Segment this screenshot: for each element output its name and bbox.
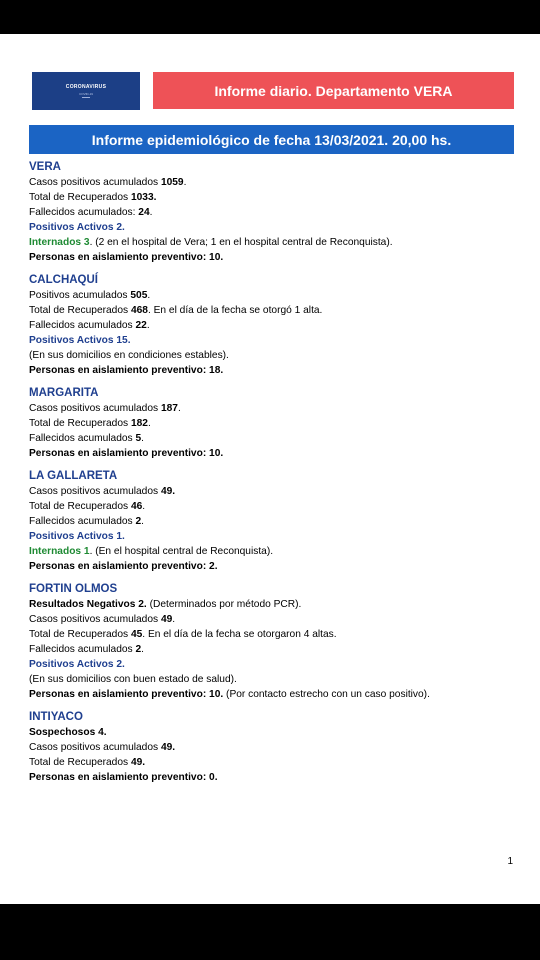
section-title: LA GALLARETA [29,470,118,482]
report-line [29,672,519,687]
section-title: MARGARITA [29,387,99,399]
line-value: 505 [130,290,148,301]
line-text: Casos positivos acumulados [29,486,161,497]
line-value: 2 [135,644,142,655]
section-la-gallareta [29,468,519,574]
line-text: . [149,207,153,218]
line-text: Personas en aislamiento preventivo: 10. [29,252,224,263]
line-text: Total de Recuperados [29,629,131,640]
line-text: (En sus domicilios en condiciones estables). [29,350,229,361]
line-value: 182 [130,418,148,429]
report-line [29,687,519,702]
line-value: 468 [130,305,148,316]
line-text: Fallecidos acumulados [29,320,136,331]
line-text: . (En el hospital central de Reconquista). [89,546,274,557]
coronavirus-logo [32,72,140,110]
line-text: Personas en aislamiento preventivo: 18. [29,365,224,376]
report-line [29,529,519,544]
line-text: Resultados Negativos 2. [29,599,147,610]
report-line [29,250,519,265]
report-line [29,348,519,363]
report-line [29,770,519,785]
line-text: Total de Recuperados [29,418,131,429]
document-page [0,34,540,904]
line-text: Positivos acumulados [29,290,131,301]
line-text: . [147,418,151,429]
line-text: Casos positivos acumulados [29,177,161,188]
line-text: . En el día de la fecha se otorgó 1 alta. [147,305,323,316]
report-line [29,446,519,461]
line-text: Internados 3 [29,237,90,248]
line-value: 187 [160,403,178,414]
line-text: . [141,644,144,655]
section-title: VERA [29,161,61,173]
page-number: 1 [507,856,513,867]
report-line [29,416,519,431]
line-text: (Por contacto estrecho con un caso positivo). [223,689,430,700]
line-text: . [142,501,146,512]
report-line [29,288,519,303]
section-title: FORTIN OLMOS [29,583,118,595]
section-title: CALCHAQUÍ [29,274,98,286]
line-value: 2 [135,516,142,527]
line-text: Casos positivos acumulados [29,742,161,753]
line-text: Total de Recuperados [29,501,131,512]
line-value: 45 [130,629,143,640]
line-text: Fallecidos acumulados: [29,207,139,218]
line-text: Personas en aislamiento preventivo: 10. [29,448,224,459]
line-text: (En sus domicilios con buen estado de salud). [29,674,237,685]
report-line [29,190,519,205]
line-text: . [177,403,181,414]
section-vera [29,159,519,265]
report-line [29,642,519,657]
section-intiyaco [29,709,519,785]
line-text: Personas en aislamiento preventivo: 10. [29,689,224,700]
report-line [29,175,519,190]
line-text: Fallecidos acumulados [29,433,136,444]
line-text: . [147,290,151,301]
logo-title: CORONAVIRUS [65,84,107,90]
line-value: 1033. [130,192,157,203]
report-line [29,499,519,514]
report-line [29,612,519,627]
report-line [29,627,519,642]
report-line [29,363,519,378]
line-value: 49 [160,614,173,625]
report-line [29,303,519,318]
header-title-bar [153,72,514,109]
section-calchaquí [29,272,519,378]
line-text: Casos positivos acumulados [29,614,161,625]
line-text: Positivos Activos 15. [29,335,131,346]
report-line [29,205,519,220]
line-text: . En el día de la fecha se otorgaron 4 altas. [142,629,337,640]
line-value: 24 [138,207,150,218]
report-line [29,220,519,235]
report-content [29,159,519,792]
line-value: 1059 [160,177,184,188]
line-text: Positivos Activos 2. [29,222,125,233]
report-line [29,235,519,250]
report-line [29,514,519,529]
section-margarita [29,385,519,461]
section-title: INTIYACO [29,711,83,723]
report-line [29,431,519,446]
line-text: Internados 1 [29,546,90,557]
report-line [29,544,519,559]
report-line [29,484,519,499]
line-value: 49. [160,742,176,753]
line-text: Positivos Activos 1. [29,531,125,542]
line-text: . (2 en el hospital de Vera; 1 en el hospital central de Reconquista). [89,237,393,248]
line-text: (Determinados por método PCR). [146,599,302,610]
report-line [29,559,519,574]
header-title: Informe diario. Departamento VERA [214,82,453,99]
line-text: . [141,516,144,527]
report-line [29,597,519,612]
line-text: . [183,177,187,188]
line-text: Positivos Activos 2. [29,659,125,670]
line-value: 46 [130,501,143,512]
line-text: Total de Recuperados [29,192,131,203]
logo-divider [82,97,90,98]
line-text: . [146,320,150,331]
report-line [29,333,519,348]
logo-subtitle: COVID-19 [79,92,93,96]
line-value: 49. [160,486,176,497]
report-line [29,401,519,416]
line-text: Total de Recuperados [29,757,131,768]
line-text: . [172,614,176,625]
line-text: Sospechosos 4. [29,727,107,738]
line-text: Fallecidos acumulados [29,644,136,655]
section-fortin-olmos [29,581,519,702]
line-text: Personas en aislamiento preventivo: 0. [29,772,218,783]
report-line [29,318,519,333]
report-line [29,755,519,770]
line-text: Fallecidos acumulados [29,516,136,527]
report-title: Informe epidemiológico de fecha 13/03/2021. 20,00 hs. [91,131,452,148]
line-text: . [141,433,144,444]
line-text: Total de Recuperados [29,305,131,316]
line-value: 22 [135,320,147,331]
report-title-bar [29,125,514,154]
report-line [29,740,519,755]
report-line [29,725,519,740]
line-value: 49. [130,757,146,768]
line-value: 5 [135,433,142,444]
line-text: Casos positivos acumulados [29,403,161,414]
line-text: Personas en aislamiento preventivo: 2. [29,561,218,572]
report-line [29,657,519,672]
